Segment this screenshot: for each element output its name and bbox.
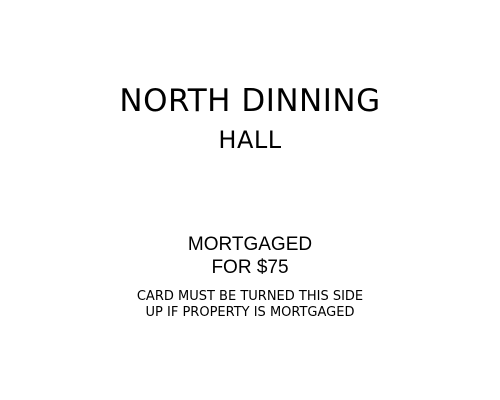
instruction-line2: UP IF PROPERTY IS MORTGAGED [145, 305, 355, 320]
instruction-line1: CARD MUST BE TURNED THIS SIDE [136, 289, 364, 304]
mortgage-value: FOR $75 [211, 257, 289, 278]
property-name-line2: HALL [218, 126, 282, 154]
mortgage-label: MORTGAGED [187, 234, 313, 255]
property-name-line1: NORTH DINNING [119, 83, 381, 119]
